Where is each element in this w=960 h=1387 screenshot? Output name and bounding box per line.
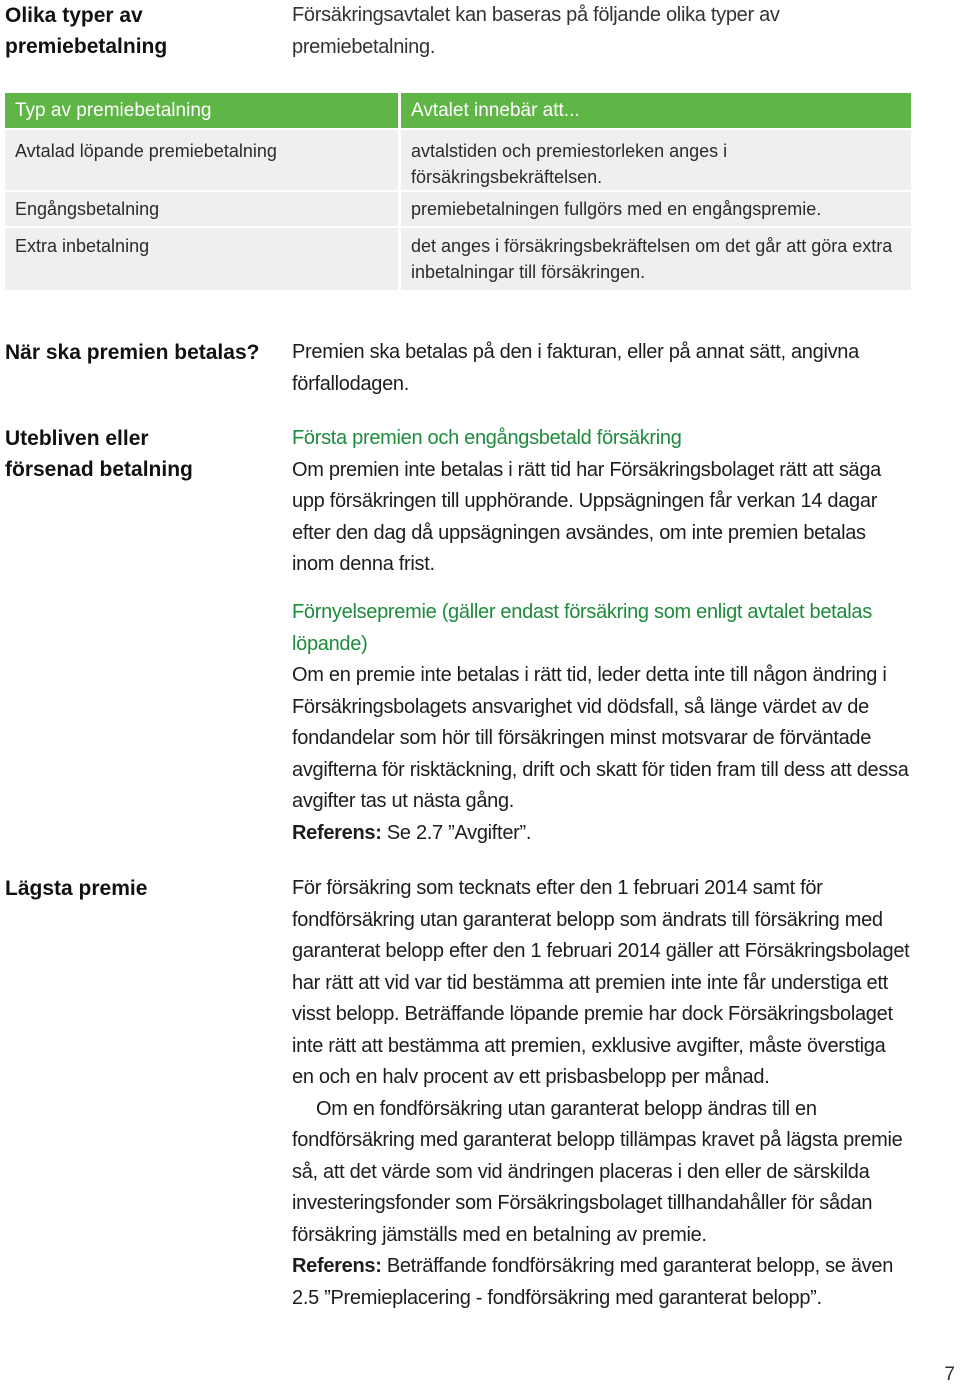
table-row bbox=[5, 228, 911, 290]
missed-first-block bbox=[292, 423, 912, 581]
table-row bbox=[5, 192, 911, 226]
first-premium-title: Första premien och engångsbetald försäkring bbox=[292, 427, 682, 449]
table-cell-desc: det anges i försäkringsbekräftelsen om det går att göra extra inbetalningar till försäkringen. bbox=[401, 228, 911, 290]
table-header-type: Typ av premiebetalning bbox=[5, 93, 398, 128]
renewal-premium-title: Förnyelsepremie (gäller endast försäkring som enligt avtalet betalas löpande) bbox=[292, 601, 872, 655]
intro-text: Försäkringsavtalet kan baseras på följande olika typer av premiebetalning. bbox=[292, 4, 780, 58]
premium-types-table bbox=[5, 93, 911, 290]
table-cell-type: Avtalad löpande premiebetalning bbox=[5, 130, 398, 190]
when-text: Premien ska betalas på den i fakturan, eller på annat sätt, angivna förfallodagen. bbox=[292, 341, 859, 395]
reference-label: Referens: bbox=[292, 821, 382, 844]
table-cell-desc: avtalstiden och premiestorleken anges i försäkringsbekräftelsen. bbox=[401, 130, 911, 190]
reference-text: Beträffande fondförsäkring med garanterat belopp, se även 2.5 ”Premieplacering - fondförsäkring med garanterat belopp”. bbox=[292, 1255, 894, 1309]
reference-line bbox=[292, 1251, 912, 1314]
table-header bbox=[5, 93, 911, 128]
missed-renewal-block bbox=[292, 597, 912, 849]
section-heading-types bbox=[5, 0, 265, 62]
page-number: 7 bbox=[944, 1364, 955, 1385]
reference-label: Referens: bbox=[292, 1255, 382, 1277]
heading-line: försenad betalning bbox=[5, 458, 193, 481]
heading-line: Utebliven eller bbox=[5, 427, 149, 450]
table-cell-desc: premiebetalningen fullgörs med en engångspremie. bbox=[401, 192, 911, 226]
heading-line: Olika typer av bbox=[5, 4, 143, 27]
reference-text: Se 2.7 ”Avgifter”. bbox=[381, 821, 532, 844]
minimum-paragraph: Om en fondförsäkring utan garanterat belopp ändras till en fondförsäkring med garanterat belopp tillämpas kravet på lägsta premie så, att det värde som vid ändringen placeras i den eller de särskilda investeringsfonder som Försäkringsbolaget tillhandahåller för sådan försäkring jämställs med en betalning av premie. bbox=[292, 1097, 903, 1246]
minimum-paragraph: För försäkring som tecknats efter den 1 februari 2014 samt för fondförsäkring utan garanterat belopp som ändrats till försäkring med garanterat belopp efter den 1 februari 2014 gäller att Försäkringsbolaget har rätt att vid var tid bestämma att premien inte inte får understiga ett visst belopp. Beträffande löpande premie har dock Försäkringsbolaget inte rätt att bestämma att premien, exklusive avgifter, måste överstiga en och en halv procent av ett prisbasbelopp per månad. bbox=[292, 877, 910, 1088]
heading-line: premiebetalning bbox=[5, 35, 168, 58]
section-heading-missed bbox=[5, 423, 265, 485]
first-premium-text: Om premien inte betalas i rätt tid har Försäkringsbolaget rätt att säga upp försäkringen till upphörande. Uppsägningen får verkan 14 dagar efter den dag då uppsägningen avsändes, om inte premien betalas inom denna frist. bbox=[292, 458, 881, 575]
table-row bbox=[5, 130, 911, 190]
table-cell-type: Engångsbetalning bbox=[5, 192, 398, 226]
minimum-block bbox=[292, 873, 912, 1314]
table-cell-type: Extra inbetalning bbox=[5, 228, 398, 290]
table-header-agreement: Avtalet innebär att... bbox=[401, 93, 911, 128]
reference-line bbox=[292, 818, 912, 850]
renewal-premium-text: Om en premie inte betalas i rätt tid, leder detta inte till någon ändring i Försäkringsbolagets ansvarighet vid dödsfall, så länge värdet av de fondandelar som hör till försäkringen minst motsvarar de förväntade avgifterna för risktäckning, drift och skatt för tiden fram till dess att dessa avgifter tas ut nästa gång. bbox=[292, 664, 909, 812]
section-heading-when: När ska premien betalas? bbox=[5, 341, 260, 364]
section-heading-minimum: Lägsta premie bbox=[5, 877, 148, 900]
